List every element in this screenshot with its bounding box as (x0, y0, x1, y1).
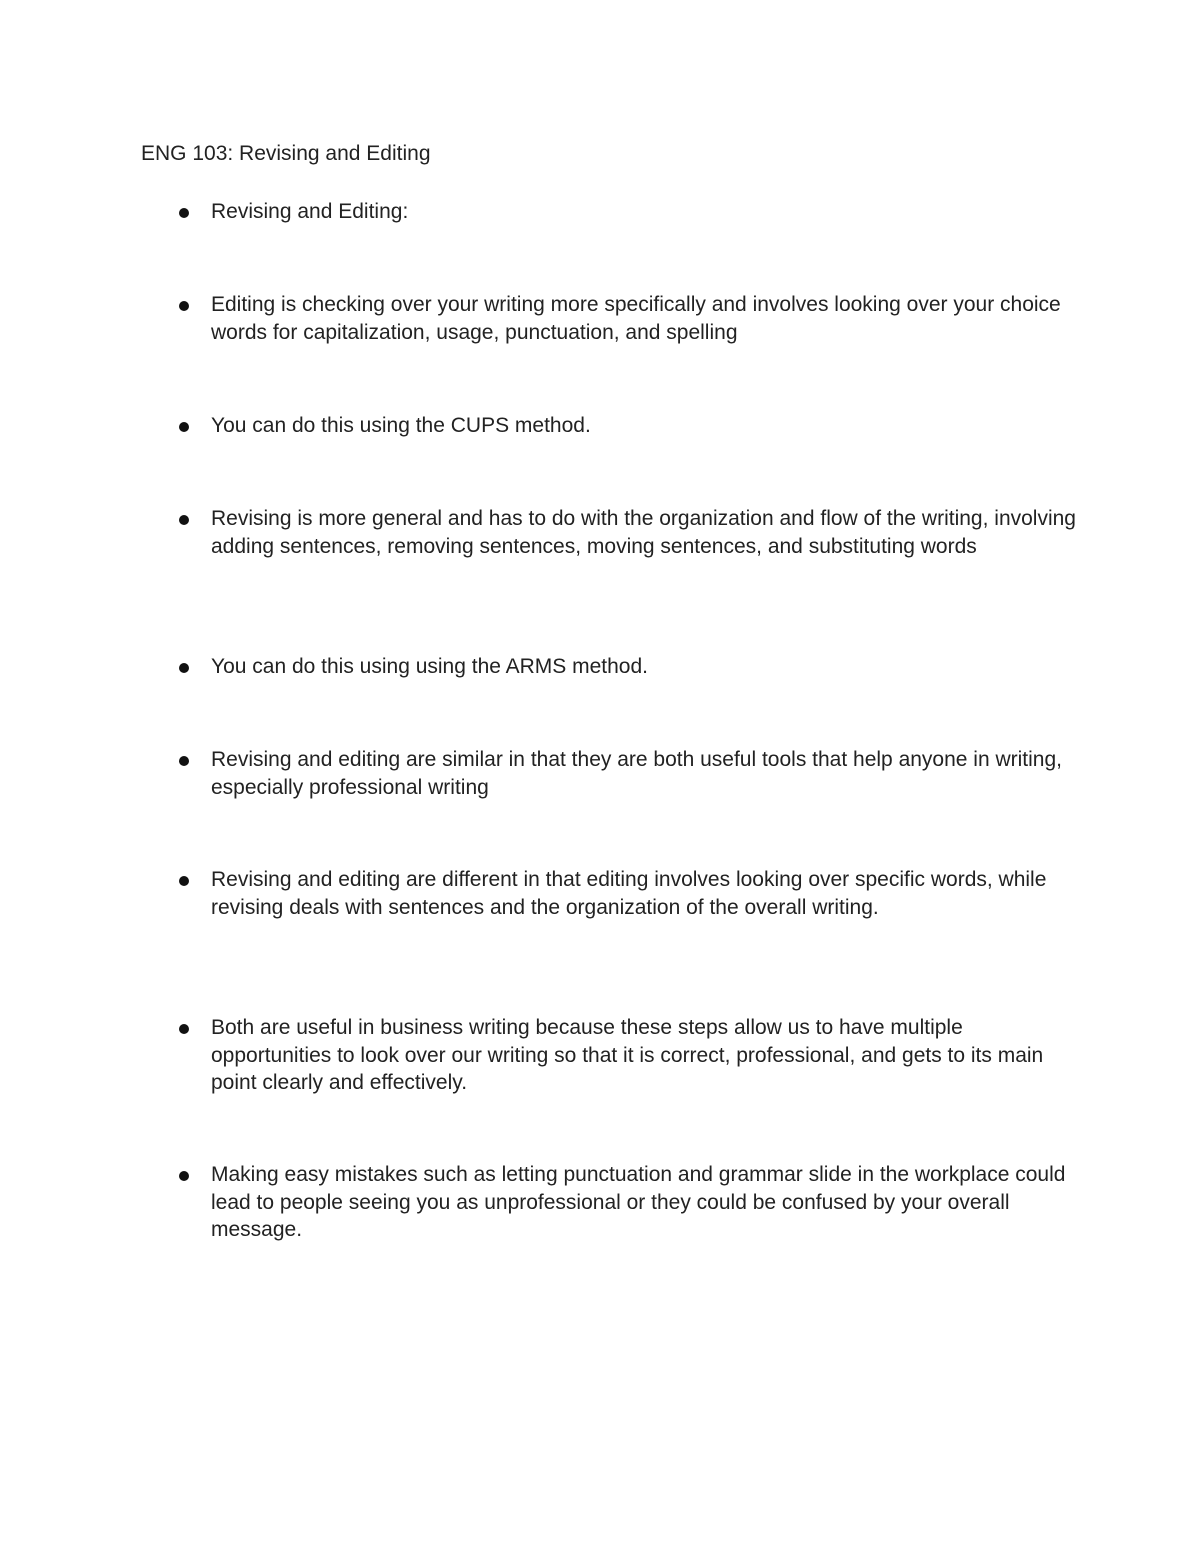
list-item-text: You can do this using using the ARMS method. (211, 655, 649, 678)
bullet-icon (179, 301, 189, 311)
list-item (211, 1014, 1081, 1097)
bullet-icon (179, 422, 189, 432)
list-item-text: Revising and Editing: (211, 200, 409, 223)
list-item (211, 198, 1081, 226)
list-item-text: Revising and editing are similar in that they are both useful tools that help anyone in writing, especially professional writing (211, 748, 1062, 799)
list-item-text: Revising is more general and has to do with the organization and flow of the writing, involving adding sentences, removing sentences, moving sentences, and substituting words (211, 507, 1076, 558)
list-item (211, 505, 1081, 560)
list-item-text: You can do this using the CUPS method. (211, 414, 591, 437)
list-item (211, 866, 1081, 921)
list-item (211, 412, 1081, 440)
bullet-icon (179, 663, 189, 673)
list-item (211, 653, 1081, 681)
list-item (211, 746, 1081, 801)
bullet-icon (179, 515, 189, 525)
list-item-text: Making easy mistakes such as letting punctuation and grammar slide in the workplace could lead to people seeing you as unprofessional or they could be confused by your overall message. (211, 1163, 1066, 1241)
list-item-text: Revising and editing are different in that editing involves looking over specific words, while revising deals with sentences and the organization of the overall writing. (211, 868, 1047, 919)
list-item (211, 1161, 1081, 1244)
bullet-icon (179, 1024, 189, 1034)
list-item (211, 291, 1081, 346)
bullet-icon (179, 1171, 189, 1181)
bullet-icon (179, 876, 189, 886)
list-item-text: Editing is checking over your writing more specifically and involves looking over your choice words for capitalization, usage, punctuation, and spelling (211, 293, 1061, 344)
document-title: ENG 103: Revising and Editing (141, 142, 431, 165)
bullet-icon (179, 756, 189, 766)
list-item-text: Both are useful in business writing because these steps allow us to have multiple opportunities to look over our writing so that it is correct, professional, and gets to its main point clearly and effectively. (211, 1016, 1044, 1094)
bullet-icon (179, 208, 189, 218)
